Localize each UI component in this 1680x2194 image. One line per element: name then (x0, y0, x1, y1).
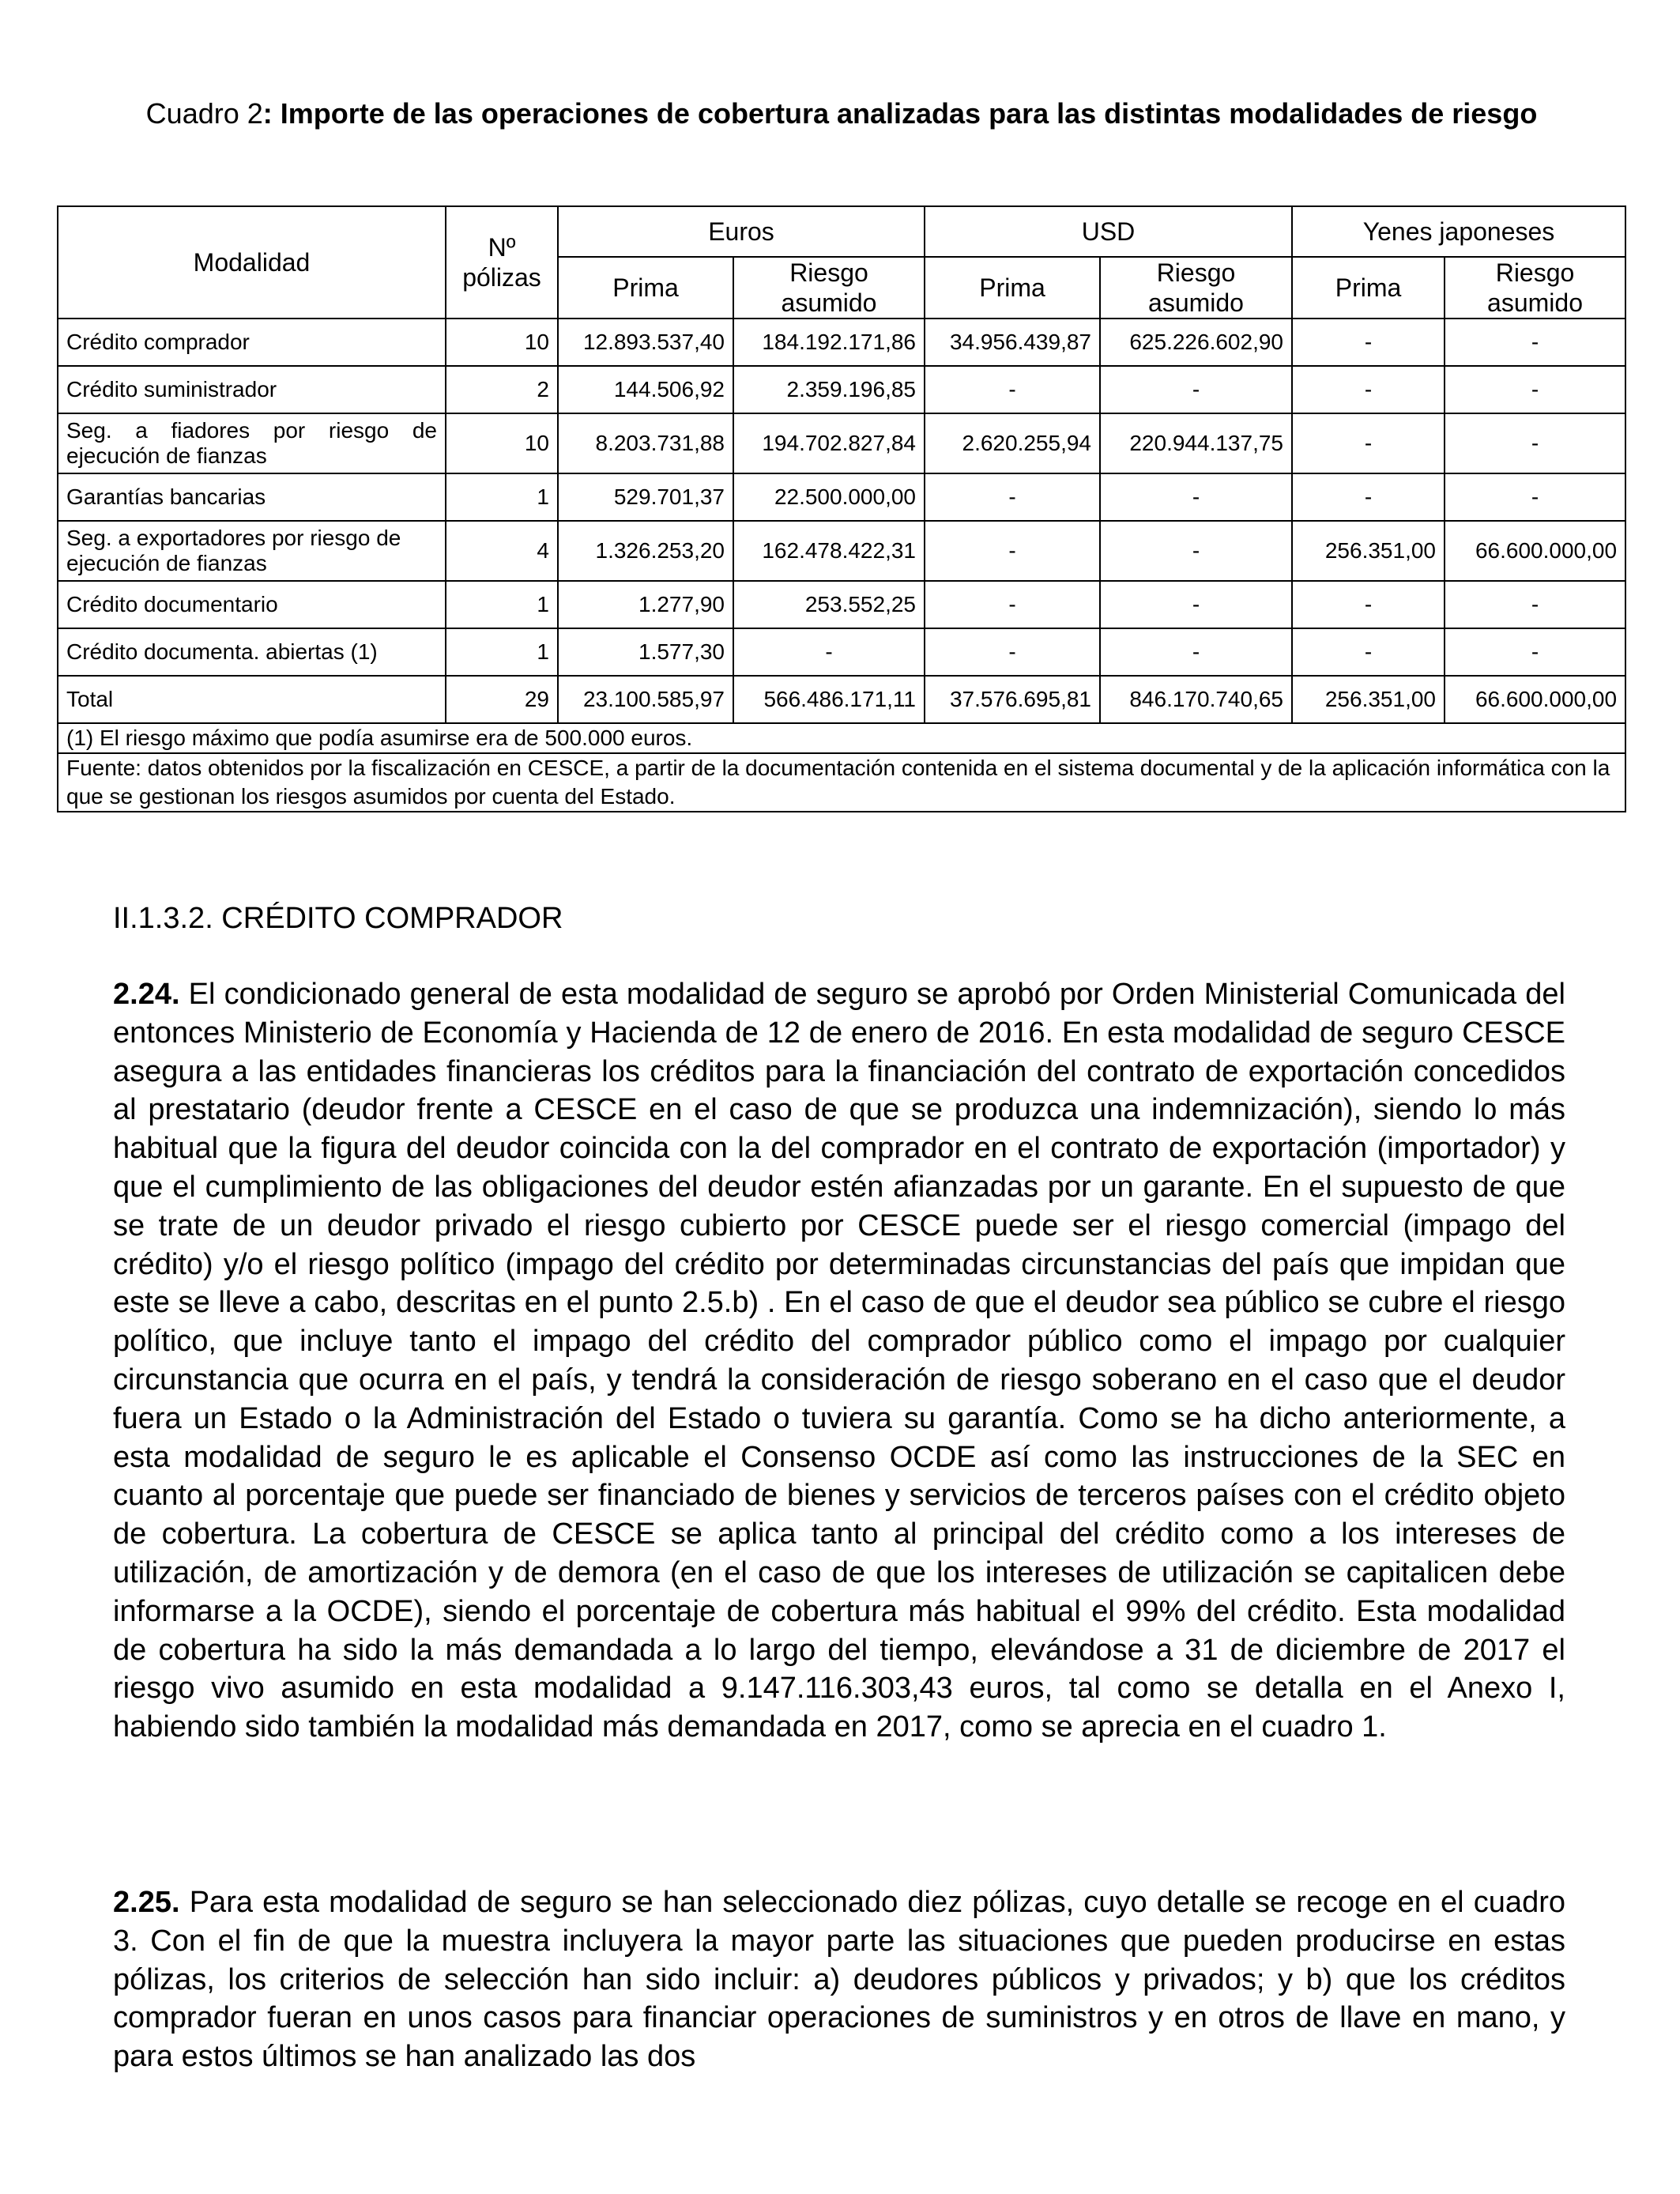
header-modalidad: Modalidad (58, 206, 446, 319)
total-label: Total (58, 676, 446, 723)
cell-usd-prima: 34.956.439,87 (925, 319, 1100, 366)
cell-polizas: 10 (446, 413, 558, 473)
cell-eur-riesgo: 22.500.000,00 (733, 473, 925, 521)
cell-jpy-prima: - (1292, 366, 1445, 413)
cell-usd-prima: - (925, 628, 1100, 676)
cell-jpy-riesgo: - (1445, 628, 1625, 676)
cell-usd-riesgo: - (1100, 473, 1292, 521)
cell-usd-riesgo: - (1100, 521, 1292, 581)
cell-polizas: 10 (446, 319, 558, 366)
paragraph-number: 2.24. (113, 978, 180, 1011)
cell-eur-prima: 8.203.731,88 (558, 413, 733, 473)
cell-modalidad: Crédito comprador (58, 319, 446, 366)
cell-modalidad (58, 413, 446, 473)
caption-label: Cuadro 2 (145, 97, 263, 130)
cell-usd-prima: 2.620.255,94 (925, 413, 1100, 473)
header-eur-prima: Prima (558, 257, 733, 319)
table-row (58, 521, 1625, 581)
cell-modalidad: Garantías bancarias (58, 473, 446, 521)
caption-title: : Importe de las operaciones de cobertura analizadas para las distintas modalidades de riesgo (262, 97, 1538, 130)
cell-modalidad: Seg. a exportadores por riesgo de ejecución de fianzas (58, 521, 446, 581)
table-row (58, 628, 1625, 676)
total-usd-prima: 37.576.695,81 (925, 676, 1100, 723)
cell-eur-riesgo: 2.359.196,85 (733, 366, 925, 413)
paragraph-2-25 (113, 1883, 1565, 2076)
cell-jpy-prima: - (1292, 473, 1445, 521)
cell-usd-riesgo: 625.226.602,90 (1100, 319, 1292, 366)
cell-usd-riesgo: - (1100, 366, 1292, 413)
header-yenes: Yenes japoneses (1292, 206, 1625, 257)
table-row (58, 366, 1625, 413)
total-usd-riesgo: 846.170.740,65 (1100, 676, 1292, 723)
cell-modalidad: Crédito documentario (58, 581, 446, 628)
cell-polizas: 4 (446, 521, 558, 581)
header-usd-riesgo: Riesgo asumido (1100, 257, 1292, 319)
paragraph-2-24 (113, 975, 1565, 1747)
header-usd-prima: Prima (925, 257, 1100, 319)
table-footnote: (1) El riesgo máximo que podía asumirse era de 500.000 euros. (58, 723, 1625, 753)
cell-eur-riesgo: 184.192.171,86 (733, 319, 925, 366)
cell-usd-prima: - (925, 521, 1100, 581)
cell-jpy-prima: - (1292, 413, 1445, 473)
header-jpy-prima: Prima (1292, 257, 1445, 319)
cell-eur-riesgo: 162.478.422,31 (733, 521, 925, 581)
paragraph-number: 2.25. (113, 1886, 180, 1919)
header-jpy-riesgo: Riesgo asumido (1445, 257, 1625, 319)
table-row (58, 413, 1625, 473)
total-polizas: 29 (446, 676, 558, 723)
cell-usd-riesgo: - (1100, 581, 1292, 628)
table-row (58, 473, 1625, 521)
cell-usd-prima: - (925, 581, 1100, 628)
cell-usd-riesgo: - (1100, 628, 1292, 676)
cell-modalidad-text: Seg. a fiadores por riesgo de ejecución de fianzas (66, 418, 437, 468)
header-eur-riesgo: Riesgo asumido (733, 257, 925, 319)
cell-jpy-riesgo: - (1445, 366, 1625, 413)
paragraph-text: El condicionado general de esta modalidad de seguro se aprobó por Orden Ministerial Comunicada del entonces Ministerio de Economía y Hacienda de 12 de enero de 2016. En esta modalidad de seguro CESCE asegura a las entidades financieras los créditos para la financiación del contrato de exportación concedidos al prestatario (deudor frente a CESCE en el caso de que se produzca una indemnización), siendo lo más habitual que la figura del deudor coincida con la del comprador en el contrato de exportación (importador) y que el cumplimiento de las obligaciones del deudor estén afianzadas por un garante. En el supuesto de que se trate de un deudor privado el riesgo cubierto por CESCE puede ser el riesgo comercial (impago del crédito) y/o el riesgo político (impago del crédito por determinadas circunstancias del país que impidan que este se lleve a cabo, descritas en el punto 2.5.b) . En el caso de que el deudor sea público se cubre el riesgo político, que incluye tanto el impago del crédito del comprador público como el impago por cualquier circunstancia que ocurra en el país, y tendrá la consideración de riesgo soberano en el caso que el deudor fuera un Estado o la Administración del Estado o tuviera su garantía. Como se ha dicho anteriormente, a esta modalidad de seguro le es aplicable el Consenso OCDE así como las instrucciones de la SEC en cuanto al porcentaje que puede ser financiado de bienes y servicios de terceros países con el crédito objeto de cobertura. La cobertura de CESCE se aplica tanto al principal del crédito como a los intereses de utilización, de amortización y de demora (en el caso de que los intereses de utilización se capitalicen debe informarse a la OCDE), siendo el porcentaje de cobertura más habitual el 99% del crédito. Esta modalidad de cobertura ha sido la más demandada a lo largo del tiempo, elevándose a 31 de diciembre de 2017 el riesgo vivo asumido en esta modalidad a 9.147.116.303,43 euros, tal como se detalla en el Anexo I, habiendo sido también la modalidad más demandada en 2017, como se aprecia en el cuadro 1. (113, 978, 1565, 1744)
total-row (58, 676, 1625, 723)
cell-eur-riesgo: 253.552,25 (733, 581, 925, 628)
cell-eur-prima: 12.893.537,40 (558, 319, 733, 366)
cell-jpy-prima: - (1292, 319, 1445, 366)
cell-usd-riesgo: 220.944.137,75 (1100, 413, 1292, 473)
total-jpy-riesgo: 66.600.000,00 (1445, 676, 1625, 723)
cell-polizas: 2 (446, 366, 558, 413)
header-euros: Euros (558, 206, 925, 257)
cell-jpy-prima: - (1292, 628, 1445, 676)
table-source: Fuente: datos obtenidos por la fiscalización en CESCE, a partir de la documentación contenida en el sistema documental y de la aplicación informática con la que se gestionan los riesgos asumidos por cuenta del Estado. (58, 753, 1625, 812)
paragraph-text: Para esta modalidad de seguro se han seleccionado diez pólizas, cuyo detalle se recoge en el cuadro 3. Con el fin de que la muestra incluyera la mayor parte las situaciones que pueden producirse en estas pólizas, los criterios de selección han sido incluir: a) deudores públicos y privados; y b) que los créditos comprador fueran en unos casos para financiar operaciones de suministros y en otros de llave en mano, y para estos últimos se han analizado las dos (113, 1886, 1565, 2074)
cell-jpy-prima: - (1292, 581, 1445, 628)
cuadro-2-table (57, 205, 1626, 812)
cell-modalidad: Crédito suministrador (58, 366, 446, 413)
cell-polizas: 1 (446, 628, 558, 676)
cell-polizas: 1 (446, 581, 558, 628)
total-jpy-prima: 256.351,00 (1292, 676, 1445, 723)
cell-modalidad: Crédito documenta. abiertas (1) (58, 628, 446, 676)
cell-usd-prima: - (925, 473, 1100, 521)
cell-jpy-prima: 256.351,00 (1292, 521, 1445, 581)
header-polizas: Nº pólizas (446, 206, 558, 319)
cell-jpy-riesgo: - (1445, 319, 1625, 366)
total-eur-prima: 23.100.585,97 (558, 676, 733, 723)
cell-polizas: 1 (446, 473, 558, 521)
cell-jpy-riesgo: - (1445, 581, 1625, 628)
cell-eur-prima: 1.277,90 (558, 581, 733, 628)
cell-eur-prima: 1.326.253,20 (558, 521, 733, 581)
cell-jpy-riesgo: - (1445, 473, 1625, 521)
table-row (58, 581, 1625, 628)
section-title: II.1.3.2. CRÉDITO COMPRADOR (113, 902, 563, 935)
cell-eur-riesgo: - (733, 628, 925, 676)
cell-usd-prima: - (925, 366, 1100, 413)
table-caption (111, 95, 1573, 133)
cell-eur-riesgo: 194.702.827,84 (733, 413, 925, 473)
cell-eur-prima: 1.577,30 (558, 628, 733, 676)
cell-jpy-riesgo: 66.600.000,00 (1445, 521, 1625, 581)
cell-eur-prima: 144.506,92 (558, 366, 733, 413)
cell-jpy-riesgo: - (1445, 413, 1625, 473)
table-row (58, 319, 1625, 366)
total-eur-riesgo: 566.486.171,11 (733, 676, 925, 723)
header-usd: USD (925, 206, 1292, 257)
cell-eur-prima: 529.701,37 (558, 473, 733, 521)
